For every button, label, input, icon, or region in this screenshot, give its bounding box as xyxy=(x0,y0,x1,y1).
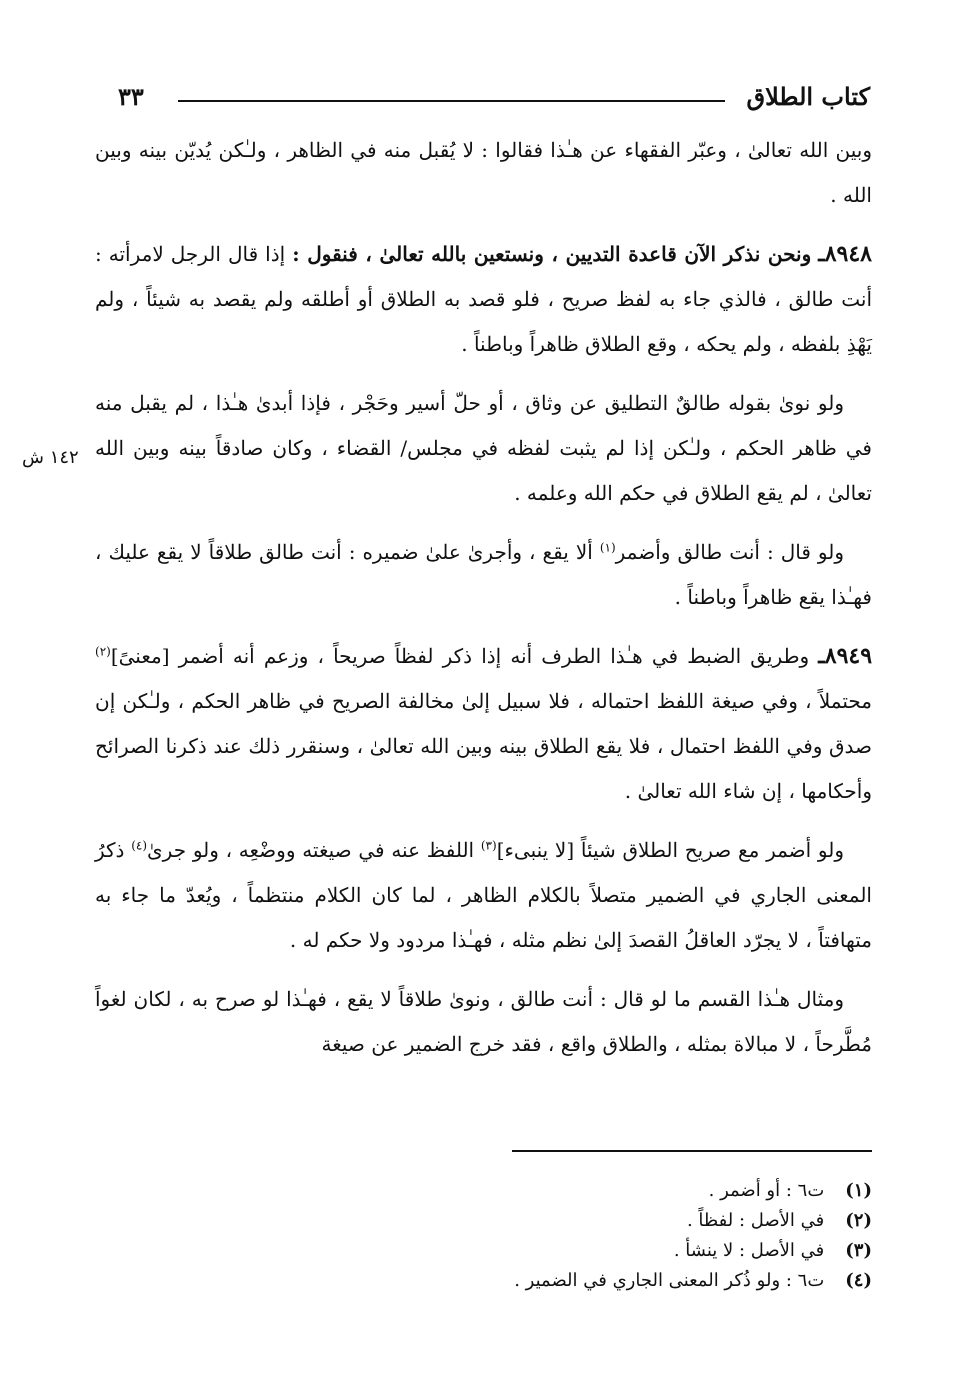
running-header xyxy=(118,78,870,118)
chapter-title: كتاب الطلاق xyxy=(746,82,870,111)
paragraph-8948 xyxy=(95,232,872,367)
paragraph-text: إذا قال الرجل لامرأته : أنت طالق ، فالذي جاء به لفظ صريح ، فلو قصد به الطلاق أو أطلقه ولم يقصد به شيئاً ، ولم يَهْذِ بلفظه ، ولم يحكه ، وقع الطلاق ظاهراً وباطناً . xyxy=(95,242,872,356)
paragraph-text: اللفظ عنه في صيغته ووضْعِه ، ولو جرىٰ xyxy=(147,838,475,862)
paragraph-text: وطريق الضبط في هـٰذا الطرف أنه إذا ذكر لفظاً صريحاً ، وزعم أنه أضمر [معنىً] xyxy=(110,644,810,668)
footnote-text: في الأصل : لا ينشأ . xyxy=(673,1240,825,1261)
footnote-ref: (٤) xyxy=(131,838,148,853)
footnote-ref: (١) xyxy=(599,540,616,555)
footnote-number: (٣) xyxy=(845,1240,872,1261)
paragraph-text: ذكرُ المعنى الجاري في الضمير متصلاً بالكلام الظاهر ، لما كان الكلام منتظماً ، ويُعدّ ما جاء به متهافتاً ، لا يجرّد العاقلُ القصدَ إلىٰ نظم مثله ، فهـٰذا مردود ولا حكم له . xyxy=(95,838,872,952)
footnote-text: في الأصل : لفظاً . xyxy=(686,1210,825,1231)
manuscript-margin-note: ١٤٢ ش xyxy=(22,447,79,468)
paragraph-text: ومثال هـٰذا القسم ما لو قال : أنت طالق ، ونوىٰ طلاقاً لا يقع ، فهـٰذا لو صرح به ، لكان لغواً مُطَّرحاً ، لا مبالاة بمثله ، والطلاق واقع ، فقد خرج الضمير عن صيغة xyxy=(95,987,872,1056)
paragraph-text: وبين الله تعالىٰ ، وعبّر الفقهاء عن هـٰذا فقالوا : لا يُقبل منه في الظاهر ، ولـٰكن يُديّن بينه وبين الله . xyxy=(95,138,872,207)
footnote-ref: (٣) xyxy=(480,838,497,853)
footnote xyxy=(372,1206,872,1236)
footnote-text: ت٦ : ولو ذُكر المعنى الجاري في الضمير . xyxy=(514,1270,825,1291)
paragraph xyxy=(95,381,872,516)
footnote-text: ت٦ : أو أضمر . xyxy=(708,1180,825,1201)
paragraph-text: ألا يقع ، وأجرىٰ علىٰ ضميره : أنت طالق طلاقاً لا يقع عليك ، فهـٰذا يقع ظاهراً وباطناً . xyxy=(95,540,872,609)
paragraph-text: ولو أضمر مع صريح الطلاق شيئاً [لا ينبىء] xyxy=(496,838,845,862)
footnotes xyxy=(372,1176,872,1296)
paragraph xyxy=(95,977,872,1067)
main-text xyxy=(95,128,872,1067)
footnote xyxy=(372,1236,872,1266)
footnote xyxy=(372,1176,872,1206)
page-number: ٣٣ xyxy=(118,82,144,111)
paragraph-text: محتملاً ، وفي صيغة اللفظ احتماله ، فلا سبيل إلىٰ مخالفة الصريح في ظاهر الحكم ، ولـٰكن إن صدق وفي اللفظ احتمال ، فلا يقع الطلاق بينه وبين الله تعالىٰ ، وسنقرر ذلك عند ذكرنا الصرائح وأحكامها ، إن شاء الله تعالىٰ . xyxy=(95,689,872,803)
paragraph-text: ولو نوىٰ بقوله طالقٌ التطليق عن وثاق ، أو حلّ أسير وحَجْر ، فإذا أبدىٰ هـٰذا ، لم يقبل منه في ظاهر الحكم ، ولـٰكن إذا لم يثبت لفظه في مجلس/ القضاء ، وكان صادقاً بينه وبين الله تعالىٰ ، لم يقع الطلاق في حكم الله وعلمه . xyxy=(95,391,872,505)
paragraph xyxy=(95,530,872,620)
footnote-number: (١) xyxy=(845,1180,872,1201)
footnote-ref: (٢) xyxy=(95,644,111,659)
paragraph-text: ولو قال : أنت طالق وأضمر xyxy=(615,540,845,564)
footnote-rule xyxy=(512,1150,872,1152)
paragraph-8949 xyxy=(95,634,872,814)
footnote xyxy=(372,1266,872,1296)
header-rule xyxy=(178,100,725,102)
section-number: ٨٩٤٩ـ xyxy=(818,643,873,669)
footnote-number: (٤) xyxy=(845,1270,872,1291)
paragraph-lead-text: ونحن نذكر الآن قاعدة التديين ، ونستعين بالله تعالىٰ ، فنقول : xyxy=(292,242,812,266)
paragraph xyxy=(95,128,872,218)
footnote-number: (٢) xyxy=(845,1210,872,1231)
section-number: ٨٩٤٨ـ xyxy=(818,241,872,267)
paragraph xyxy=(95,828,872,963)
